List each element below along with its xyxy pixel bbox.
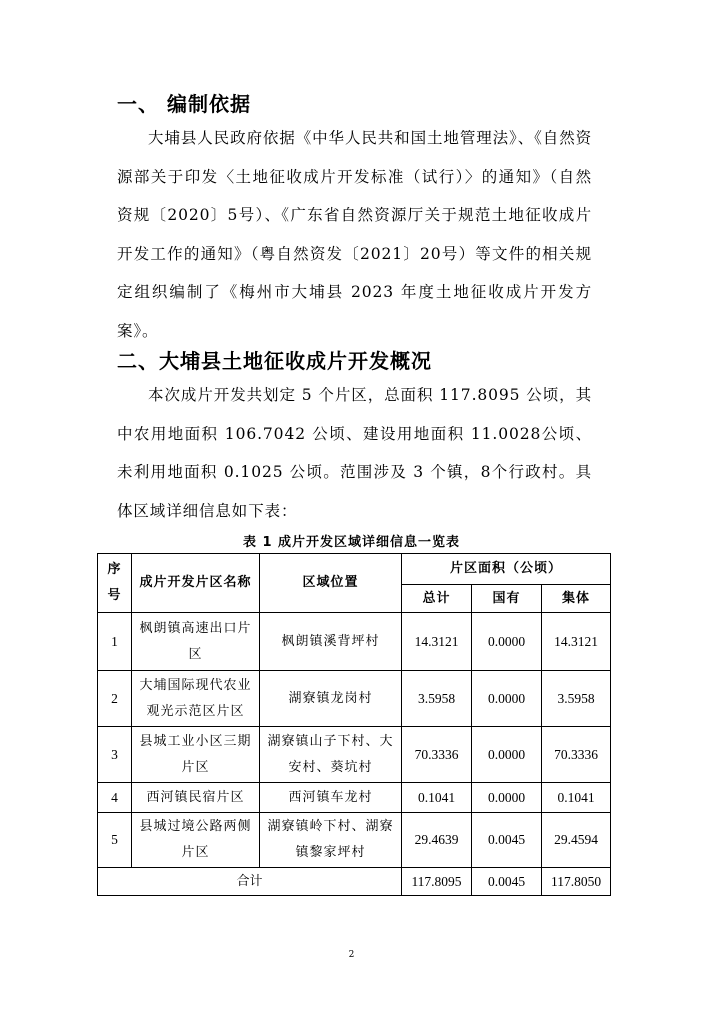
section-paragraph-overview (117, 376, 592, 530)
cell-sum-collective: 117.8050 (542, 868, 611, 896)
cell-name: 枫朗镇高速出口片区 (132, 613, 260, 671)
cell-total: 14.3121 (402, 613, 472, 671)
cell-sum-label: 合计 (98, 868, 402, 896)
cell-state: 0.0000 (472, 783, 542, 813)
header-seq: 序号 (98, 554, 132, 613)
table-row (98, 671, 611, 727)
cell-state: 0.0000 (472, 613, 542, 671)
cell-seq: 2 (98, 671, 132, 727)
header-collective: 集体 (542, 585, 611, 613)
page-number: 2 (348, 950, 355, 960)
cell-name: 大埔国际现代农业观光示范区片区 (132, 671, 260, 727)
section-heading-basis: 一、 编制依据 (117, 92, 251, 116)
cell-name: 西河镇民宿片区 (132, 783, 260, 813)
cell-total: 3.5958 (402, 671, 472, 727)
cell-seq: 4 (98, 783, 132, 813)
cell-seq: 1 (98, 613, 132, 671)
cell-collective: 3.5958 (542, 671, 611, 727)
header-name: 成片开发片区名称 (132, 554, 260, 613)
cell-location: 西河镇车龙村 (260, 783, 402, 813)
cell-total: 29.4639 (402, 813, 472, 868)
cell-sum-total: 117.8095 (402, 868, 472, 896)
cell-state: 0.0000 (472, 671, 542, 727)
cell-location: 湖寮镇山子下村、大安村、葵坑村 (260, 727, 402, 783)
cell-name: 县城过境公路两侧片区 (132, 813, 260, 868)
table-row (98, 613, 611, 671)
header-total: 总计 (402, 585, 472, 613)
cell-sum-state: 0.0045 (472, 868, 542, 896)
table-caption: 表 1 成片开发区域详细信息一览表 (242, 535, 461, 550)
paragraph-text: 大埔县人民政府依据《中华人民共和国土地管理法》、《自然资源部关于印发〈土地征收成片开发标准（试行）〉的通知》（自然资规〔2020〕5号）、《广东省自然资源厅关于规范土地征收成片开发工作的通知》（粤自然资发〔2021〕20号）等文件的相关规定组织编制了《梅州市大埔县 2023 年度土地征收成片开发方案》。 (117, 129, 592, 340)
cell-collective: 14.3121 (542, 613, 611, 671)
table-row (98, 727, 611, 783)
cell-state: 0.0000 (472, 727, 542, 783)
cell-total: 0.1041 (402, 783, 472, 813)
cell-collective: 29.4594 (542, 813, 611, 868)
table-header-row (98, 554, 611, 585)
section-heading-overview: 二、大埔县土地征收成片开发概况 (117, 349, 432, 373)
area-table (97, 553, 611, 896)
cell-seq: 5 (98, 813, 132, 868)
cell-state: 0.0045 (472, 813, 542, 868)
header-state: 国有 (472, 585, 542, 613)
section-paragraph-basis (117, 119, 592, 350)
header-location: 区域位置 (260, 554, 402, 613)
cell-collective: 70.3336 (542, 727, 611, 783)
table-row (98, 783, 611, 813)
table-row (98, 813, 611, 868)
cell-location: 湖寮镇龙岗村 (260, 671, 402, 727)
cell-seq: 3 (98, 727, 132, 783)
cell-collective: 0.1041 (542, 783, 611, 813)
cell-name: 县城工业小区三期片区 (132, 727, 260, 783)
table-sum-row (98, 868, 611, 896)
header-area-group: 片区面积（公顷） (402, 554, 611, 585)
cell-location: 湖寮镇岭下村、湖寮镇黎家坪村 (260, 813, 402, 868)
paragraph-text: 本次成片开发共划定 5 个片区，总面积 117.8095 公顷，其中农用地面积 106.7042 公顷、建设用地面积 11.0028公顷、未利用地面积 0.1025 公顷。范围涉及 3 个镇，8个行政村。具体区域详细信息如下表： (117, 386, 592, 520)
cell-total: 70.3336 (402, 727, 472, 783)
cell-location: 枫朗镇溪背坪村 (260, 613, 402, 671)
